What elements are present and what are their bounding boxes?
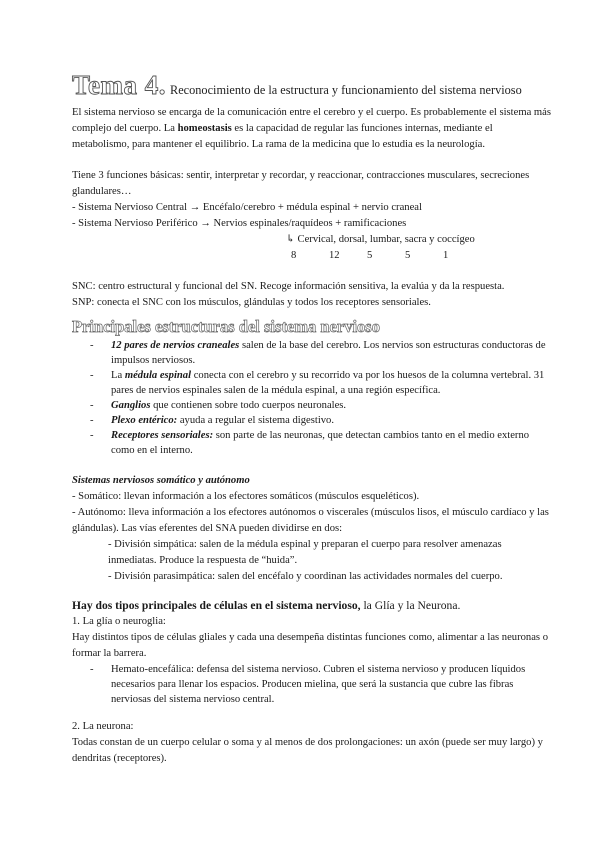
glia-list — [72, 662, 552, 707]
snc-line: - Sistema Nervioso Central → Encéfalo/cerebro + médula espinal + nervio craneal — [72, 202, 422, 213]
list-item: - Receptores sensoriales: son parte de las neuronas, que detectan cambios tanto en el medio externo como en el interno. — [90, 428, 552, 458]
sympathetic-line: - División simpática: salen de la médula espinal y preparan el cuerpo para resolver amenazas inmediatas. Produce la respuesta de “huida”. — [108, 539, 502, 566]
neuron-title: 2. La neurona: — [72, 721, 134, 732]
keyword-homeostasis: homeostasis — [177, 123, 232, 134]
list-item: - Ganglios que contienen sobre todo cuerpos neuronales. — [90, 398, 552, 413]
autonomic-line: - Autónomo: lleva información a los efectores autónomos o viscerales (músculos lisos, el músculo cardíaco y las glándulas). Las vías eferentes del SNA pueden dividirse en dos: — [72, 507, 549, 534]
functions-paragraph: Tiene 3 funciones básicas: sentir, interpretar y recordar, y reaccionar, contracciones musculares, secreciones glandulares… — [72, 170, 530, 197]
glia-paragraph: Hay distintos tipos de células gliales y cada una desempeña distintas funciones como, alimentar a las neuronas o formar la barrera. — [72, 632, 548, 659]
list-item: - Plexo entérico: ayuda a regular el sistema digestivo. — [90, 413, 552, 428]
snp-line: - Sistema Nervioso Periférico → Nervios espinales/raquídeos + ramificaciones — [72, 218, 407, 229]
neuron-paragraph: Todas constan de un cuerpo celular o soma y al menos de dos prolongaciones: un axón (puede ser muy largo) y dendritas (receptores). — [72, 737, 543, 764]
snp-definition: SNP: conecta el SNC con los músculos, glándulas y todos los receptores sensoriales. — [72, 297, 431, 308]
title-row — [72, 70, 552, 101]
document-page — [72, 70, 552, 767]
snc-definition: SNC: centro estructural y funcional del SN. Recoge información sensitiva, la evalúa y da la respuesta. — [72, 281, 505, 292]
subsection-heading-somatic: Sistemas nerviosos somático y autónomo — [72, 475, 250, 486]
glia-title: 1. La glía o neuroglia: — [72, 616, 166, 627]
cells-heading: Hay dos tipos principales de células en el sistema nervioso, la Glía y la Neurona. — [72, 599, 461, 612]
section-heading-structures: Principales estructuras del sistema nervioso — [72, 317, 380, 336]
parasympathetic-line: - División parasimpática: salen del encéfalo y coordinan las actividades normales del cuerpo. — [108, 571, 503, 582]
list-item: - La médula espinal conecta con el cerebro y su recorrido va por los huesos de la columna vertebral. 31 pares de nervios espinales salen de la médula espinal, a una región específica. — [90, 368, 552, 398]
chapter-title: Reconocimiento de la estructura y funcionamiento del sistema nervioso — [170, 83, 522, 97]
intro-paragraph: El sistema nervioso se encarga de la comunicación entre el cerebro y el cuerpo. Es probablemente el sistema más complejo del cuerpo. La homeostasis es la capacidad de regular las funciones internas, mediante el metabolismo, para mantener el equilibrio. La rama de la medicina que lo estudia es la neurología. — [72, 107, 551, 150]
spinal-counts-row: 8 12 5 5 1 — [291, 250, 449, 261]
structures-list — [72, 338, 552, 458]
somatic-line: - Somático: llevan información a los efectores somáticos (músculos esqueléticos). — [72, 491, 420, 502]
spinal-regions-line: ↳ Cervical, dorsal, lumbar, sacra y coccígeo — [286, 234, 475, 245]
chapter-number: Tema 4. — [72, 70, 167, 100]
list-item: - Hemato-encefálica: defensa del sistema nervioso. Cubren el sistema nervioso y producen líquidos necesarios para llenar los espacios. Producen mielina, que será la sustancia que cubre las fibras nerviosas del sistema nervioso central. — [90, 662, 552, 707]
list-item: - 12 pares de nervios craneales salen de la base del cerebro. Los nervios son estructuras conductoras de impulsos nerviosos. — [90, 338, 552, 368]
